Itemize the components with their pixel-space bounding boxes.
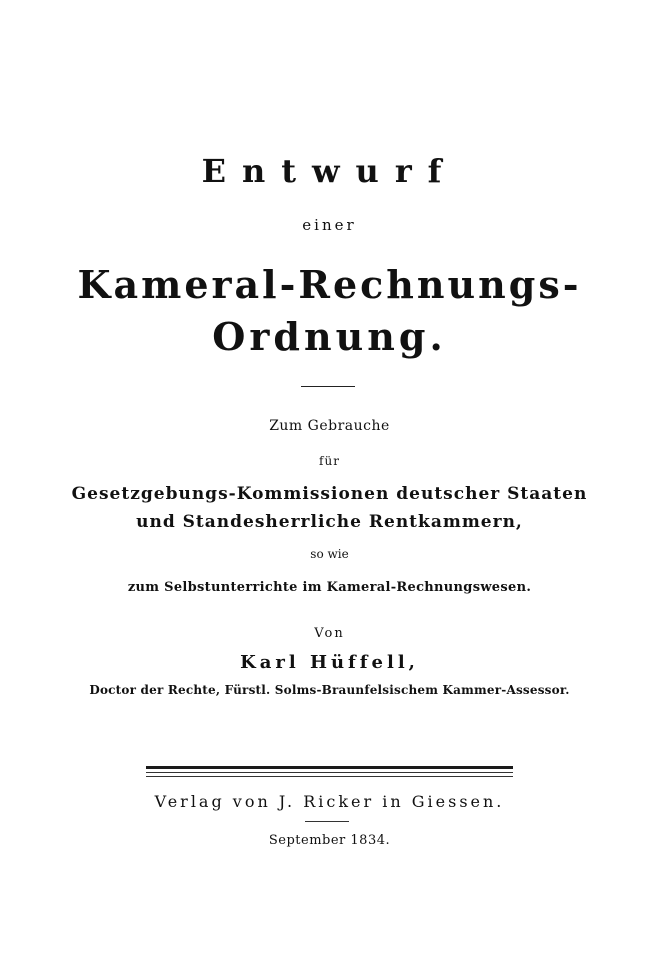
connector-einer: einer (302, 216, 357, 234)
divider-small (305, 821, 349, 822)
sowie-line: so wie (310, 547, 349, 561)
divider-thin (146, 772, 513, 773)
divider-thick (146, 766, 513, 769)
author-title: Doctor der Rechte, Fürstl. Solms-Braunfelsischem Kammer-Assessor. (89, 683, 570, 697)
von-line: Von (314, 626, 345, 641)
divider-thin-2 (146, 776, 513, 777)
page-title: Entwurf (201, 152, 458, 190)
purpose-line: Zum Gebrauche (269, 418, 390, 434)
audience-line-3: zum Selbstunterrichte im Kameral-Rechnungswesen. (127, 580, 532, 595)
author-name: Karl Hüffell, (240, 652, 419, 673)
audience-line-1: Gesetzgebungs-Kommissionen deutscher Staaten (71, 484, 588, 504)
divider-short (301, 386, 355, 387)
publication-date: September 1834. (268, 833, 391, 848)
main-title-line-1: Kameral-Rechnungs- (77, 262, 582, 307)
publisher-line: Verlag von J. Ricker in Giessen. (154, 792, 505, 811)
fuer-line: für (319, 454, 340, 468)
main-title-line-2: Ordnung. (212, 314, 447, 359)
audience-line-2: und Standesherrliche Rentkammern, (136, 512, 523, 532)
